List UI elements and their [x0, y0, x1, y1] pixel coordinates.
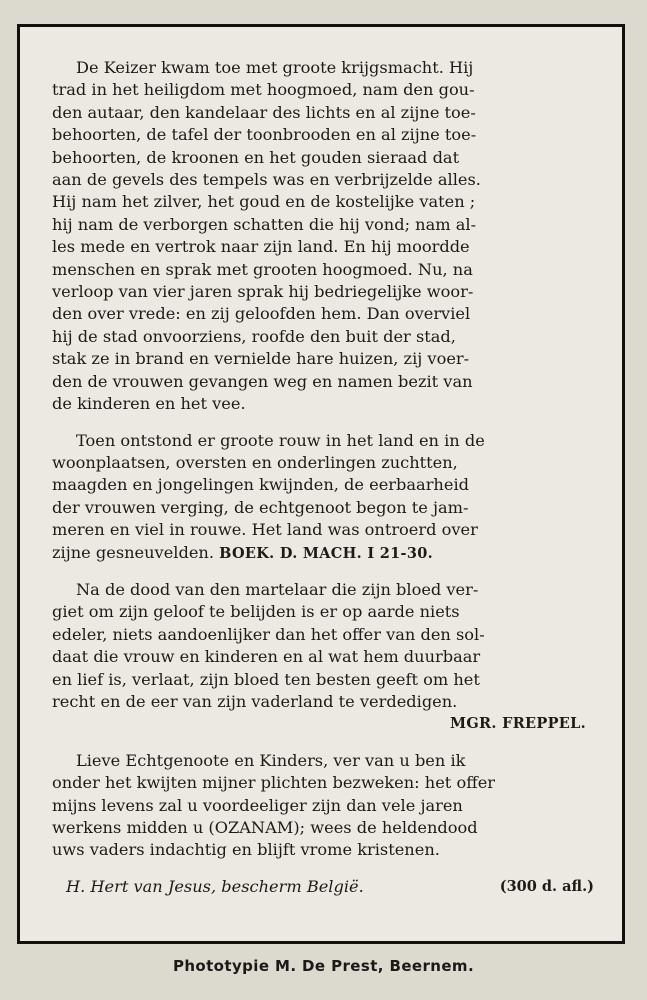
text-line: woonplaatsen, oversten en onderlingen zuchtten,: [52, 452, 458, 472]
text-line: trad in het heiligdom met hoogmoed, nam den gou-: [52, 80, 475, 100]
quote-attribution: MGR. FREPPEL.: [450, 715, 586, 733]
text-line: behoorten, de tafel der toonbrooden en al zijne toe-: [52, 125, 477, 145]
text-line: stak ze in brand en vernielde hare huizen, zij voer-: [52, 349, 470, 369]
text-line: De Keizer kwam toe met groote krijgsmacht. Hij: [76, 58, 474, 77]
text-line: aan de gevels des tempels was en verbrijzelde alles.: [52, 170, 481, 190]
text-line: daat die vrouw en kinderen en al wat hem duurbaar: [52, 647, 481, 667]
text-line: les mede en vertrok naar zijn land. En hij moordde: [52, 237, 470, 257]
mourning-paragraph: [52, 430, 594, 565]
text-line: de kinderen en het vee.: [52, 394, 246, 414]
quote-paragraph: [52, 579, 594, 736]
text-line: den de vrouwen gevangen weg en namen bezit van: [52, 371, 473, 391]
text-line: giet om zijn geloof te belijden is er op aarde niets: [52, 602, 460, 622]
text-line: recht en de eer van zijn vaderland te verdedigen.: [52, 691, 458, 711]
scripture-paragraph: [52, 57, 594, 416]
text-line: Toen ontstond er groote rouw in het land en in de: [76, 430, 485, 450]
indulgence-note: (300 d. afl.): [499, 877, 594, 895]
text-line: verloop van vier jaren sprak hij bedriegelijke woor-: [52, 282, 474, 302]
text-line: hij de stad onvoorziens, roofde den buit der stad,: [52, 326, 456, 346]
text-line: den autaar, den kandelaar des lichts en al zijne toe-: [52, 102, 476, 122]
text-line: en lief is, verlaat, zijn bloed ten besten geeft om het: [52, 669, 480, 689]
text-line: werkens midden u (OZANAM); wees de heldendood: [52, 818, 478, 837]
text-line: menschen en sprak met grooten hoogmoed. Nu, na: [52, 259, 473, 279]
text-line: behoorten, de kroonen en het gouden sieraad dat: [52, 147, 460, 167]
text-line: Hij nam het zilver, het goud en de kostelijke vaten ;: [52, 192, 476, 212]
memorial-card-frame: [17, 24, 625, 944]
text-line: maagden en jongelingen kwijnden, de eerbaarheid: [52, 475, 469, 495]
text-line: zijne gesneuvelden.: [52, 542, 214, 562]
text-line: onder het kwijten mijner plichten bezweken: het offer: [52, 773, 496, 793]
text-line: hij nam de verborgen schatten die hij vond; nam al-: [52, 214, 477, 234]
farewell-paragraph: [52, 750, 594, 862]
closing-line: [52, 876, 594, 898]
text-line: Na de dood van den martelaar die zijn bloed ver-: [76, 579, 479, 599]
scripture-reference: BOEK. D. MACH. I 21-30.: [219, 544, 433, 562]
text-line-with-reference: [52, 542, 594, 565]
printer-imprint: Phototypie M. De Prest, Beernem.: [172, 957, 475, 975]
text-line: den over vrede: en zij geloofden hem. Dan overviel: [52, 304, 471, 324]
text-line: uws vaders indachtig en blijft vrome kristenen.: [52, 840, 440, 860]
text-line: mijns levens zal u voordeeliger zijn dan vele jaren: [52, 795, 463, 815]
text-line: Lieve Echtgenoote en Kinders, ver van u ben ik: [76, 750, 466, 770]
text-line: der vrouwen verging, de echtgenoot begon te jam-: [52, 497, 469, 517]
text-line: meren en viel in rouwe. Het land was ontroerd over: [52, 520, 478, 540]
card-text-block: [52, 57, 594, 898]
prayer-invocation: H. Hert van Jesus, bescherm België.: [66, 876, 364, 896]
text-line: edeler, niets aandoenlijker dan het offer van den sol-: [52, 624, 485, 644]
